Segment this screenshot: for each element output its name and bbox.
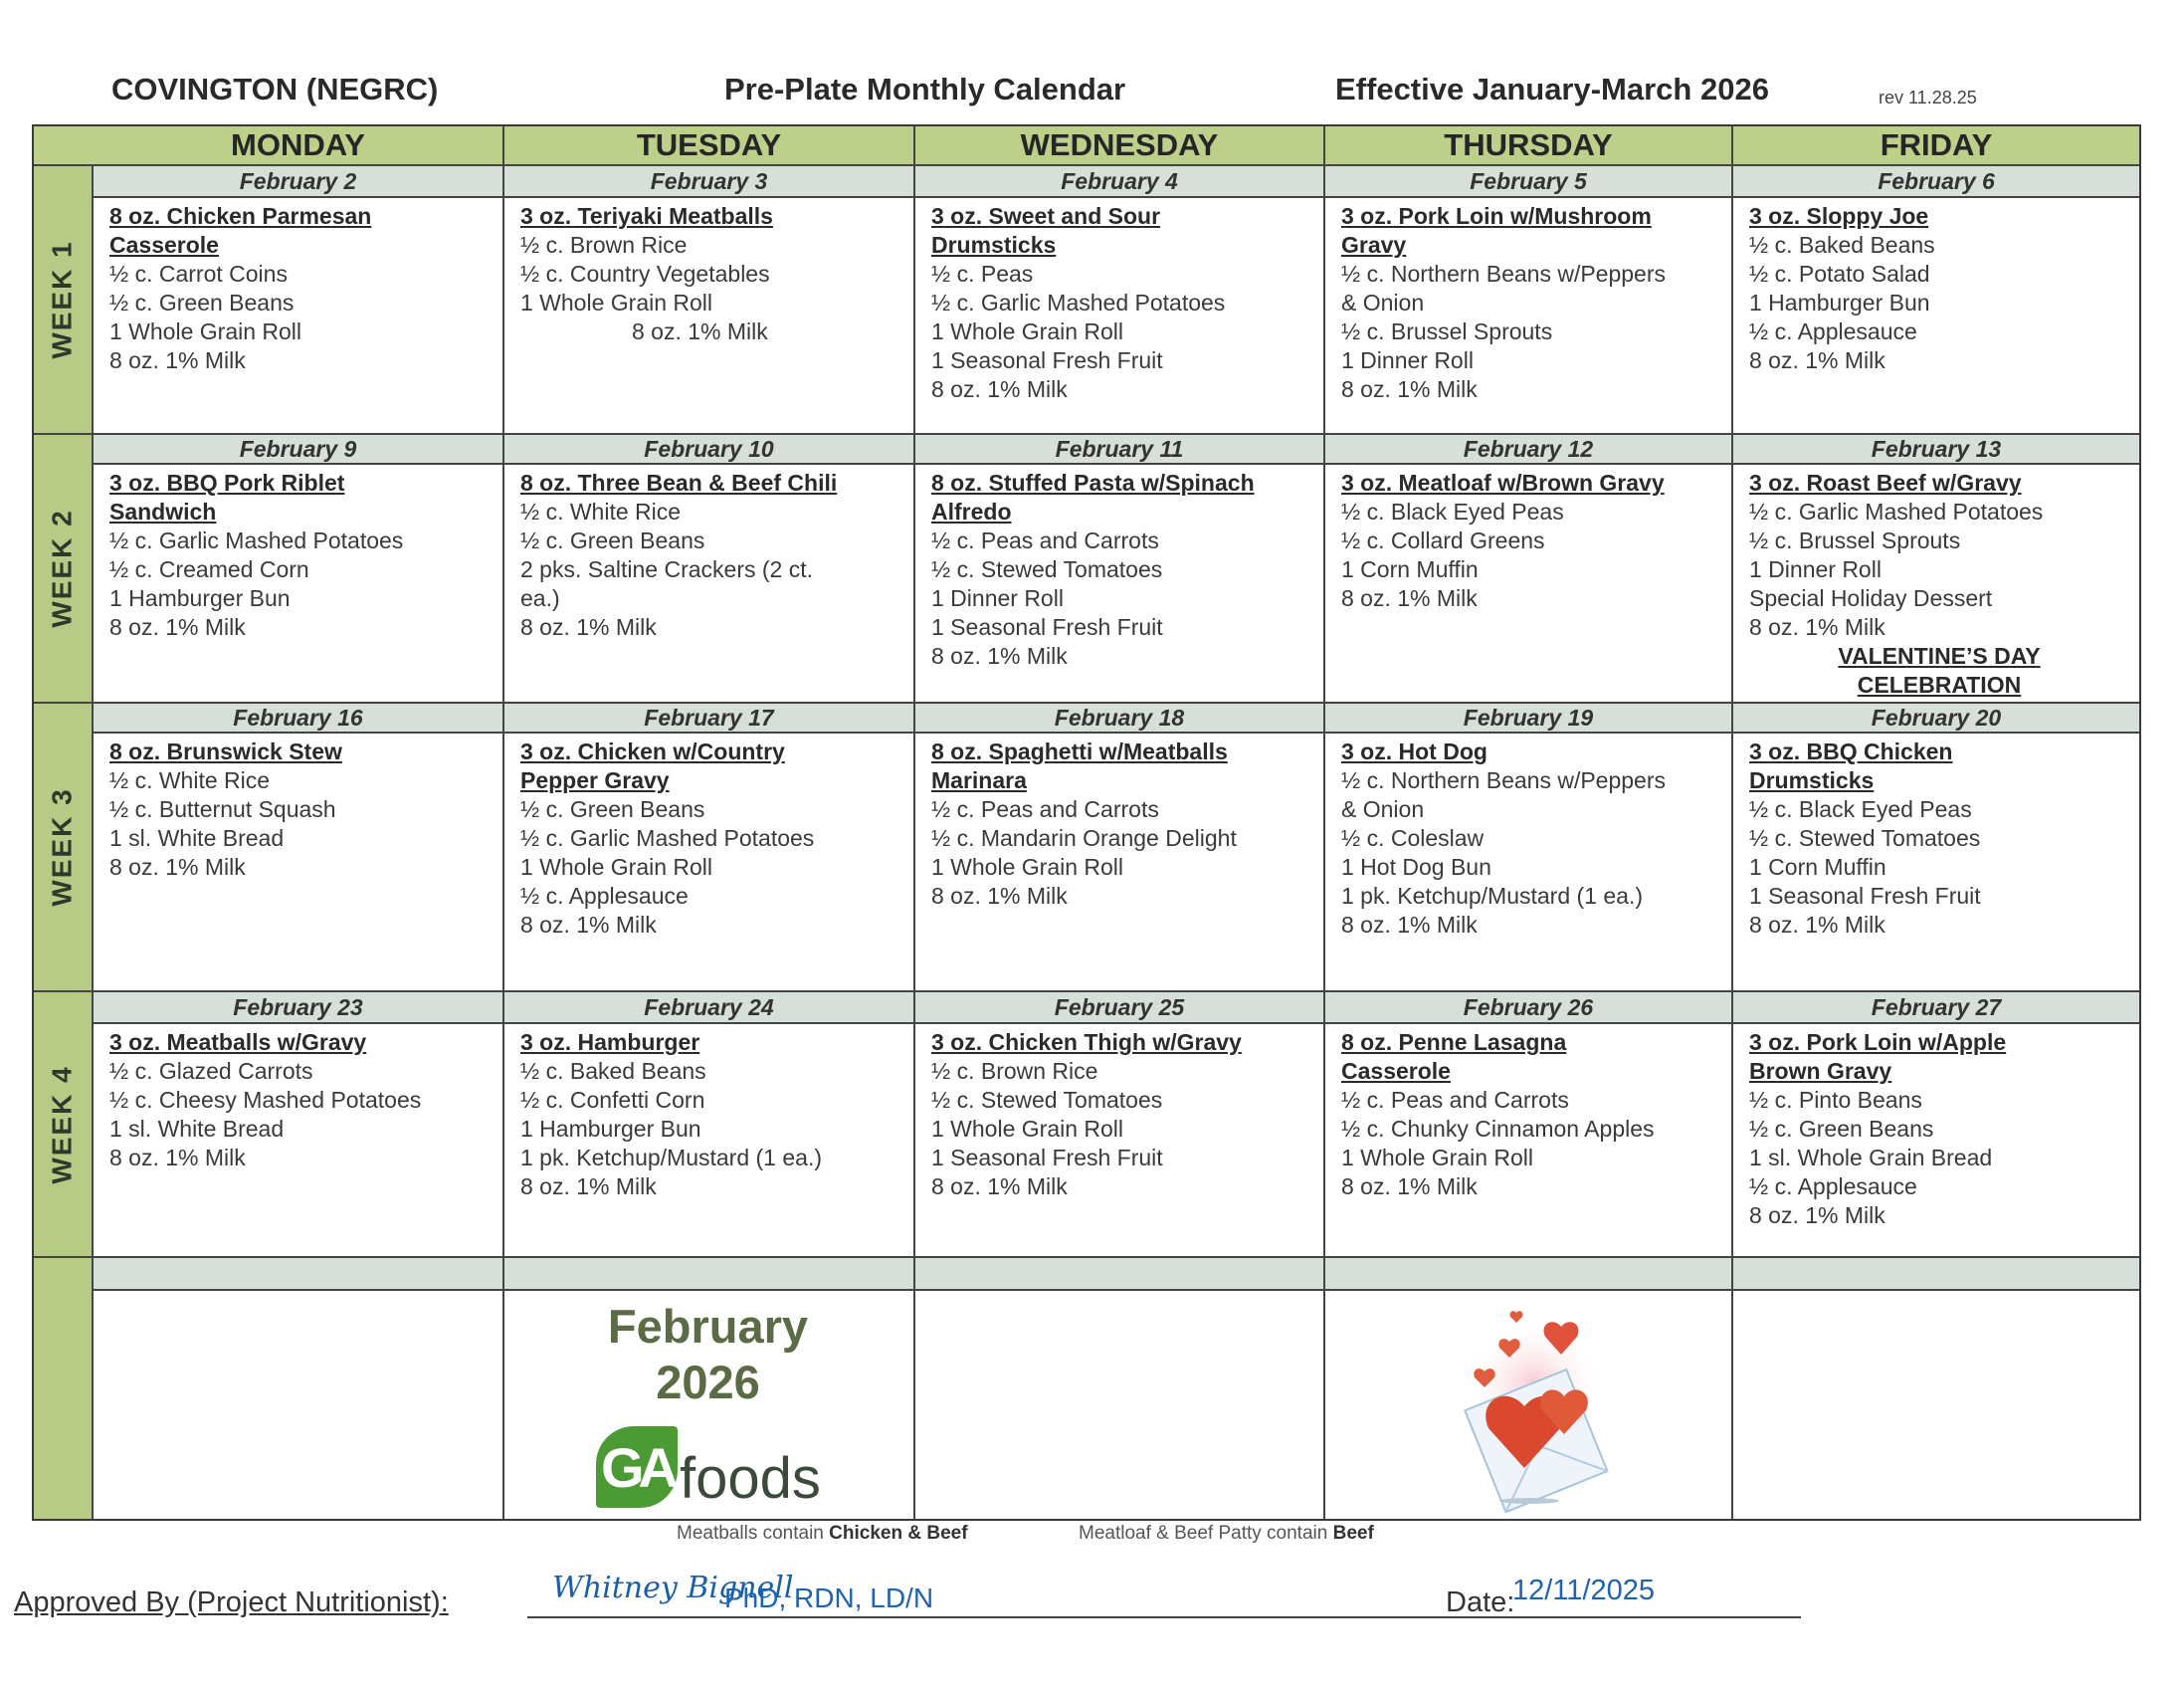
menu-item: 1 Dinner Roll [931, 585, 1064, 611]
menu-item: ½ c. Carrot Coins [109, 261, 288, 287]
entree-name: 3 oz. Meatballs w/Gravy [109, 1029, 367, 1055]
menu-item: ½ c. Peas and Carrots [1341, 1087, 1569, 1113]
entree-name: 3 oz. Roast Beef w/Gravy [1749, 470, 2022, 496]
menu-item: ½ c. White Rice [109, 767, 271, 793]
entree-name: Drumsticks [1749, 767, 1875, 793]
entree-name: Casserole [109, 232, 219, 258]
menu-item: 1 Hamburger Bun [109, 585, 291, 611]
menu-item: 2 pks. Saltine Crackers (2 ct. [520, 556, 813, 582]
menu-item: ½ c. Green Beans [109, 290, 295, 316]
entree-name: Drumsticks [931, 232, 1057, 258]
menu-item: 1 Corn Muffin [1341, 556, 1479, 582]
date-header-tue: February 10 [504, 435, 915, 465]
menu-item: ½ c. Baked Beans [520, 1058, 706, 1084]
day-header-wednesday: WEDNESDAY [915, 126, 1325, 166]
valentine-envelope-hearts-icon [1405, 1297, 1644, 1516]
bottom-band-mon [94, 1258, 504, 1291]
menu-item: ½ c. Brown Rice [520, 232, 688, 258]
entree-name: 3 oz. Pork Loin w/Apple [1749, 1029, 2007, 1055]
menu-item: ½ c. Applesauce [520, 883, 689, 909]
effective-period: Effective January-March 2026 [1335, 72, 1769, 106]
menu-item: ½ c. Pinto Beans [1749, 1087, 1922, 1113]
menu-item: ½ c. Garlic Mashed Potatoes [931, 290, 1226, 316]
menu-cell [1733, 465, 2139, 704]
menu-item: 8 oz. 1% Milk [1749, 347, 1886, 373]
menu-item: 1 Whole Grain Roll [520, 854, 713, 880]
week-3-label: WEEK 3 [34, 704, 94, 992]
menu-item: 1 sl. White Bread [109, 1116, 285, 1142]
menu-item: ea.) [520, 585, 560, 611]
page-title: Pre-Plate Monthly Calendar [724, 72, 1126, 106]
menu-item: ½ c. Northern Beans w/Peppers [1341, 767, 1666, 793]
menu-item: ½ c. Applesauce [1749, 318, 1917, 344]
menu-cell [504, 198, 915, 435]
date-header-mon: February 9 [94, 435, 504, 465]
date-header-fri: February 20 [1733, 704, 2139, 734]
menu-item: 1 Seasonal Fresh Fruit [931, 347, 1163, 373]
bottom-cell-wed [915, 1291, 1325, 1519]
week-4-label: WEEK 4 [34, 992, 94, 1258]
menu-item: 1 pk. Ketchup/Mustard (1 ea.) [520, 1145, 822, 1170]
menu-cell [94, 734, 504, 992]
menu-item: 1 Seasonal Fresh Fruit [931, 1145, 1163, 1170]
menu-item: ½ c. Garlic Mashed Potatoes [1749, 499, 2044, 525]
nutritionist-signature: Whitney Bignell [552, 1571, 794, 1605]
menu-item: 8 oz. 1% Milk [931, 643, 1068, 669]
entree-name: 3 oz. Teriyaki Meatballs [520, 203, 773, 229]
menu-item: ½ c. Brussel Sprouts [1749, 528, 1961, 553]
date-header-tue: February 17 [504, 704, 915, 734]
entree-name: 3 oz. Chicken Thigh w/Gravy [931, 1029, 1242, 1055]
menu-item: 8 oz. 1% Milk [1341, 585, 1478, 611]
menu-item: ½ c. Country Vegetables [520, 261, 770, 287]
bottom-cell-mon [94, 1291, 504, 1519]
entree-name: 3 oz. Hot Dog [1341, 738, 1488, 764]
menu-cell [1733, 1024, 2139, 1258]
week-5-spacer [34, 1258, 94, 1519]
menu-item: 8 oz. 1% Milk [931, 376, 1068, 402]
menu-item: ½ c. Stewed Tomatoes [931, 556, 1163, 582]
menu-item: ½ c. Coleslaw [1341, 825, 1485, 851]
menu-item: 1 Whole Grain Roll [931, 1116, 1124, 1142]
menu-item: ½ c. Confetti Corn [520, 1087, 705, 1113]
bottom-band-thu [1325, 1258, 1733, 1291]
entree-name: 3 oz. Hamburger [520, 1029, 700, 1055]
menu-item: ½ c. Applesauce [1749, 1173, 1917, 1199]
menu-cell [94, 465, 504, 704]
menu-item: 8 oz. 1% Milk [1341, 376, 1478, 402]
footnote-meatloaf: Meatloaf & Beef Patty contain Beef [1079, 1523, 1374, 1544]
menu-cell [504, 734, 915, 992]
menu-item: 8 oz. 1% Milk [109, 1145, 246, 1170]
menu-item: 1 Whole Grain Roll [931, 318, 1124, 344]
day-header-thursday: THURSDAY [1325, 126, 1733, 166]
menu-item: & Onion [1341, 796, 1425, 822]
bottom-band-tue [504, 1258, 915, 1291]
week-2-label: WEEK 2 [34, 435, 94, 704]
grid-corner [34, 126, 94, 166]
date-header-thu: February 5 [1325, 166, 1733, 198]
date-header-fri: February 13 [1733, 435, 2139, 465]
entree-name: Gravy [1341, 232, 1407, 258]
entree-name: 8 oz. Penne Lasagna [1341, 1029, 1567, 1055]
revision-label: rev 11.28.25 [1879, 88, 1977, 107]
date-header-wed: February 18 [915, 704, 1325, 734]
menu-item: ½ c. Baked Beans [1749, 232, 1935, 258]
menu-item: ½ c. Potato Salad [1749, 261, 1930, 287]
menu-item: ½ c. Chunky Cinnamon Apples [1341, 1116, 1655, 1142]
menu-item: Special Holiday Dessert [1749, 585, 1993, 611]
day-header-tuesday: TUESDAY [504, 126, 915, 166]
date-header-thu: February 19 [1325, 704, 1733, 734]
entree-name: 3 oz. BBQ Pork Riblet [109, 470, 345, 496]
menu-item: 8 oz. 1% Milk [520, 912, 657, 938]
menu-item: 8 oz. 1% Milk [931, 1173, 1068, 1199]
nutritionist-credentials: PhD, RDN, LD/N [724, 1582, 934, 1613]
menu-item: 1 Whole Grain Roll [1341, 1145, 1534, 1170]
year: 2026 [656, 1356, 760, 1408]
menu-item: 1 Whole Grain Roll [520, 290, 713, 316]
menu-item: 8 oz. 1% Milk [1749, 1202, 1886, 1228]
day-header-monday: MONDAY [94, 126, 504, 166]
entree-name: 8 oz. Three Bean & Beef Chili [520, 470, 838, 496]
menu-cell [1325, 465, 1733, 704]
menu-item: ½ c. White Rice [520, 499, 682, 525]
entree-name: Marinara [931, 767, 1027, 793]
menu-item: ½ c. Garlic Mashed Potatoes [520, 825, 815, 851]
date-header-fri: February 6 [1733, 166, 2139, 198]
menu-item: ½ c. Northern Beans w/Peppers [1341, 261, 1666, 287]
approval-label: Approved By (Project Nutritionist): [14, 1586, 449, 1618]
menu-item: ½ c. Green Beans [1749, 1116, 1934, 1142]
menu-item: 8 oz. 1% Milk [931, 883, 1068, 909]
footnote-meatballs: Meatballs contain Chicken & Beef [677, 1523, 968, 1544]
day-header-friday: FRIDAY [1733, 126, 2139, 166]
menu-item: 8 oz. 1% Milk [109, 614, 246, 640]
menu-cell [94, 198, 504, 435]
ga-logo-wordmark: foods [680, 1446, 821, 1511]
entree-name: Pepper Gravy [520, 767, 670, 793]
menu-item: ½ c. Mandarin Orange Delight [931, 825, 1237, 851]
week-1-label: WEEK 1 [34, 166, 94, 435]
menu-item: ½ c. Green Beans [520, 796, 705, 822]
ga-logo-mark-icon: GA [596, 1426, 678, 1508]
menu-item: ½ c. Green Beans [520, 528, 705, 553]
entree-name: Brown Gravy [1749, 1058, 1892, 1084]
date-header-wed: February 25 [915, 992, 1325, 1024]
menu-item: 1 Seasonal Fresh Fruit [1749, 883, 1981, 909]
entree-name: 3 oz. Sloppy Joe [1749, 203, 1929, 229]
menu-item: ½ c. Collard Greens [1341, 528, 1545, 553]
entree-name: 3 oz. BBQ Chicken [1749, 738, 1953, 764]
menu-item: 8 oz. 1% Milk [520, 614, 657, 640]
bottom-cell-thu [1325, 1291, 1733, 1519]
menu-item: 8 oz. 1% Milk [1341, 912, 1478, 938]
menu-cell [1325, 734, 1733, 992]
menu-item: 1 Hamburger Bun [1749, 290, 1930, 316]
entree-name: 3 oz. Meatloaf w/Brown Gravy [1341, 470, 1665, 496]
menu-item: 1 Dinner Roll [1341, 347, 1474, 373]
entree-name: 3 oz. Pork Loin w/Mushroom [1341, 203, 1652, 229]
bottom-band-wed [915, 1258, 1325, 1291]
date-header-mon: February 16 [94, 704, 504, 734]
site-name: COVINGTON (NEGRC) [111, 72, 439, 106]
menu-item: 1 pk. Ketchup/Mustard (1 ea.) [1341, 883, 1643, 909]
menu-item: 1 Corn Muffin [1749, 854, 1886, 880]
menu-item: 8 oz. 1% Milk [632, 318, 768, 344]
menu-item: ½ c. Peas and Carrots [931, 796, 1159, 822]
menu-item: 8 oz. 1% Milk [1749, 614, 1886, 640]
menu-item: 1 sl. White Bread [109, 825, 285, 851]
menu-item: 8 oz. 1% Milk [1749, 912, 1886, 938]
date-header-wed: February 4 [915, 166, 1325, 198]
menu-item: 1 Whole Grain Roll [931, 854, 1124, 880]
menu-item: ½ c. Glazed Carrots [109, 1058, 313, 1084]
menu-item: 1 Hot Dog Bun [1341, 854, 1491, 880]
bottom-cell-tue [504, 1291, 915, 1519]
holiday-label: VALENTINE’S DAY [1838, 643, 2041, 669]
entree-name: 8 oz. Spaghetti w/Meatballs [931, 738, 1228, 764]
menu-cell [1325, 198, 1733, 435]
entree-name: 8 oz. Brunswick Stew [109, 738, 342, 764]
menu-item: 1 sl. Whole Grain Bread [1749, 1145, 1993, 1170]
date-header-wed: February 11 [915, 435, 1325, 465]
menu-item: 1 Dinner Roll [1749, 556, 1882, 582]
menu-item: 1 Hamburger Bun [520, 1116, 701, 1142]
menu-item: ½ c. Creamed Corn [109, 556, 309, 582]
ga-foods-logo [596, 1426, 821, 1511]
menu-item: ½ c. Brown Rice [931, 1058, 1098, 1084]
menu-cell [1325, 1024, 1733, 1258]
menu-item: 8 oz. 1% Milk [109, 854, 246, 880]
date-header-fri: February 27 [1733, 992, 2139, 1024]
menu-item: 8 oz. 1% Milk [1341, 1173, 1478, 1199]
menu-cell [504, 1024, 915, 1258]
date-header-mon: February 23 [94, 992, 504, 1024]
menu-cell [94, 1024, 504, 1258]
menu-item: ½ c. Peas [931, 261, 1034, 287]
bottom-band-fri [1733, 1258, 2139, 1291]
month-name: February [607, 1300, 809, 1353]
menu-item: ½ c. Cheesy Mashed Potatoes [109, 1087, 422, 1113]
menu-cell [915, 465, 1325, 704]
date-label: Date: [1446, 1586, 1515, 1618]
menu-item: 1 Whole Grain Roll [109, 318, 302, 344]
menu-item: ½ c. Stewed Tomatoes [931, 1087, 1163, 1113]
menu-cell [915, 198, 1325, 435]
date-header-tue: February 3 [504, 166, 915, 198]
approval-date: 12/11/2025 [1512, 1575, 1655, 1606]
menu-cell [1733, 198, 2139, 435]
menu-item: ½ c. Garlic Mashed Potatoes [109, 528, 404, 553]
holiday-label: CELEBRATION [1857, 672, 2022, 698]
menu-item: & Onion [1341, 290, 1425, 316]
menu-item: 8 oz. 1% Milk [109, 347, 246, 373]
menu-item: ½ c. Black Eyed Peas [1341, 499, 1564, 525]
menu-item: 1 Seasonal Fresh Fruit [931, 614, 1163, 640]
menu-calendar-grid [32, 124, 2141, 1521]
menu-cell [504, 465, 915, 704]
menu-item: 8 oz. 1% Milk [520, 1173, 657, 1199]
menu-item: ½ c. Butternut Squash [109, 796, 336, 822]
menu-item: ½ c. Stewed Tomatoes [1749, 825, 1981, 851]
entree-name: 3 oz. Sweet and Sour [931, 203, 1161, 229]
month-year-label [504, 1299, 911, 1410]
date-header-tue: February 24 [504, 992, 915, 1024]
signature-line [527, 1616, 1801, 1618]
menu-item: ½ c. Brussel Sprouts [1341, 318, 1553, 344]
date-header-thu: February 12 [1325, 435, 1733, 465]
date-header-thu: February 26 [1325, 992, 1733, 1024]
entree-name: Sandwich [109, 499, 217, 525]
menu-cell [915, 734, 1325, 992]
entree-name: 8 oz. Stuffed Pasta w/Spinach [931, 470, 1255, 496]
date-header-mon: February 2 [94, 166, 504, 198]
menu-cell [915, 1024, 1325, 1258]
entree-name: Alfredo [931, 499, 1012, 525]
entree-name: 3 oz. Chicken w/Country [520, 738, 785, 764]
entree-name: Casserole [1341, 1058, 1451, 1084]
entree-name: 8 oz. Chicken Parmesan [109, 203, 372, 229]
bottom-cell-fri [1733, 1291, 2139, 1519]
menu-item: ½ c. Black Eyed Peas [1749, 796, 1972, 822]
menu-cell [1733, 734, 2139, 992]
menu-item: ½ c. Peas and Carrots [931, 528, 1159, 553]
